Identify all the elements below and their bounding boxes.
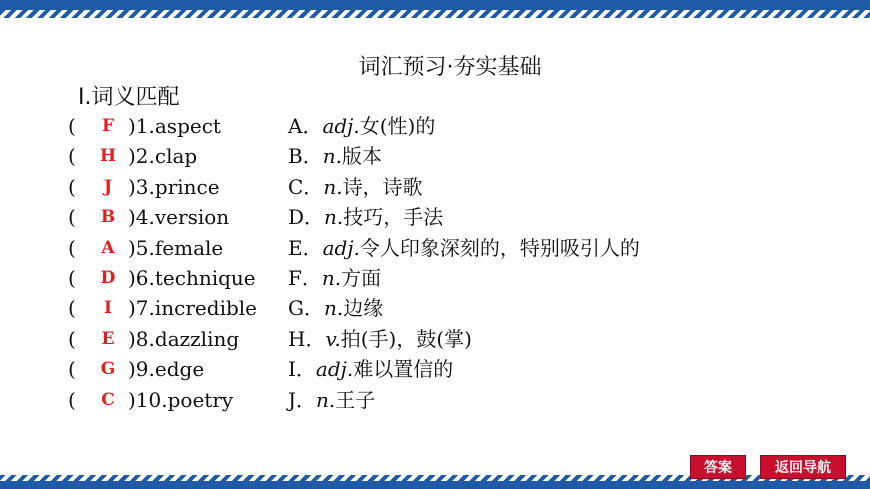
top-decor-stripe bbox=[0, 10, 870, 18]
list-item bbox=[68, 203, 848, 231]
list-item bbox=[68, 355, 848, 383]
meaning-option bbox=[288, 325, 472, 353]
answer-letter: H bbox=[99, 146, 117, 167]
paren-open: ( bbox=[68, 387, 76, 412]
option-letter: F． bbox=[288, 266, 322, 290]
part-of-speech: adj. bbox=[322, 235, 360, 260]
option-letter: D． bbox=[288, 205, 325, 230]
meaning-text: 技巧，手法 bbox=[343, 205, 444, 230]
meaning-option bbox=[288, 203, 443, 231]
vocab-word: )8.dazzling bbox=[128, 326, 240, 351]
answer-letter: I bbox=[104, 298, 112, 319]
part-of-speech: n. bbox=[316, 387, 336, 412]
option-letter: I． bbox=[288, 357, 316, 382]
answer-letter: A bbox=[101, 237, 115, 258]
part-of-speech: adj. bbox=[315, 357, 354, 382]
meaning-text: 版本 bbox=[341, 144, 382, 169]
meaning-option bbox=[288, 355, 453, 383]
part-of-speech: v. bbox=[325, 326, 341, 351]
paren-open: ( bbox=[68, 266, 76, 290]
paren-open: ( bbox=[68, 144, 76, 169]
paren-open: ( bbox=[68, 235, 76, 260]
answer-letter: C bbox=[101, 389, 115, 410]
vocab-word: )2.clap bbox=[128, 144, 198, 169]
option-letter: A． bbox=[288, 114, 323, 138]
meaning-text: 方面 bbox=[341, 266, 382, 290]
vocab-word: )7.incredible bbox=[128, 296, 257, 321]
answer-letter: E bbox=[101, 328, 115, 349]
part-of-speech: adj. bbox=[322, 114, 360, 138]
paren-open: ( bbox=[68, 174, 76, 199]
vocab-word: )9.edge bbox=[128, 357, 205, 382]
meaning-text: 难以置信的 bbox=[353, 357, 454, 382]
paren-open: ( bbox=[68, 296, 76, 321]
page-title: 词汇预习·夯实基础 bbox=[358, 55, 542, 80]
vocab-word: )10.poetry bbox=[128, 387, 234, 412]
meaning-text: 女(性)的 bbox=[359, 114, 436, 138]
paren-open: ( bbox=[68, 326, 76, 351]
paren-open: ( bbox=[68, 205, 76, 230]
option-letter: E． bbox=[288, 235, 323, 260]
list-item bbox=[68, 294, 848, 322]
meaning-option bbox=[288, 264, 381, 292]
vocab-word: )4.version bbox=[128, 205, 230, 230]
option-letter: C． bbox=[288, 174, 324, 199]
answer-letter: D bbox=[100, 268, 116, 288]
meaning-option bbox=[288, 386, 375, 414]
vocab-word: )3.prince bbox=[128, 174, 220, 199]
list-item bbox=[68, 264, 848, 292]
part-of-speech: n. bbox=[322, 144, 342, 169]
answer-letter: G bbox=[100, 359, 116, 380]
meaning-option bbox=[288, 294, 383, 322]
meaning-option bbox=[288, 142, 382, 170]
meaning-text: 拍(手)，鼓(掌) bbox=[340, 326, 472, 351]
list-item bbox=[68, 112, 848, 140]
top-decor-bar bbox=[0, 0, 870, 10]
part-of-speech: n. bbox=[324, 205, 344, 230]
option-letter: B． bbox=[288, 144, 323, 169]
meaning-option bbox=[288, 173, 423, 201]
answer-button[interactable]: 答案 bbox=[690, 455, 746, 479]
meaning-text: 令人印象深刻的，特别吸引人的 bbox=[359, 235, 640, 260]
meaning-text: 王子 bbox=[335, 387, 376, 412]
paren-open: ( bbox=[68, 357, 76, 382]
meaning-option bbox=[288, 234, 640, 262]
answer-letter: J bbox=[103, 176, 113, 197]
vocab-word: )1.aspect bbox=[128, 114, 221, 138]
option-letter: J． bbox=[288, 387, 317, 412]
part-of-speech: n. bbox=[323, 296, 344, 321]
section-heading: Ⅰ.词义匹配 bbox=[78, 85, 180, 110]
list-item bbox=[68, 173, 848, 201]
list-item bbox=[68, 325, 848, 353]
vocab-word: )5.female bbox=[128, 235, 224, 260]
paren-open: ( bbox=[68, 114, 76, 138]
option-letter: H． bbox=[288, 326, 326, 351]
option-letter: G． bbox=[288, 296, 324, 321]
meaning-text: 诗，诗歌 bbox=[342, 174, 423, 199]
list-item bbox=[68, 142, 848, 170]
answer-letter: F bbox=[101, 116, 115, 136]
bottom-decor-bar bbox=[0, 481, 870, 489]
meaning-option bbox=[288, 112, 435, 140]
vocab-word: )6.technique bbox=[128, 266, 256, 290]
list-item bbox=[68, 386, 848, 414]
meaning-text: 边缘 bbox=[343, 296, 384, 321]
back-to-nav-button[interactable]: 返回导航 bbox=[760, 455, 846, 479]
answer-letter: B bbox=[100, 207, 116, 228]
part-of-speech: n. bbox=[323, 174, 343, 199]
part-of-speech: n. bbox=[321, 266, 342, 290]
list-item bbox=[68, 234, 848, 262]
